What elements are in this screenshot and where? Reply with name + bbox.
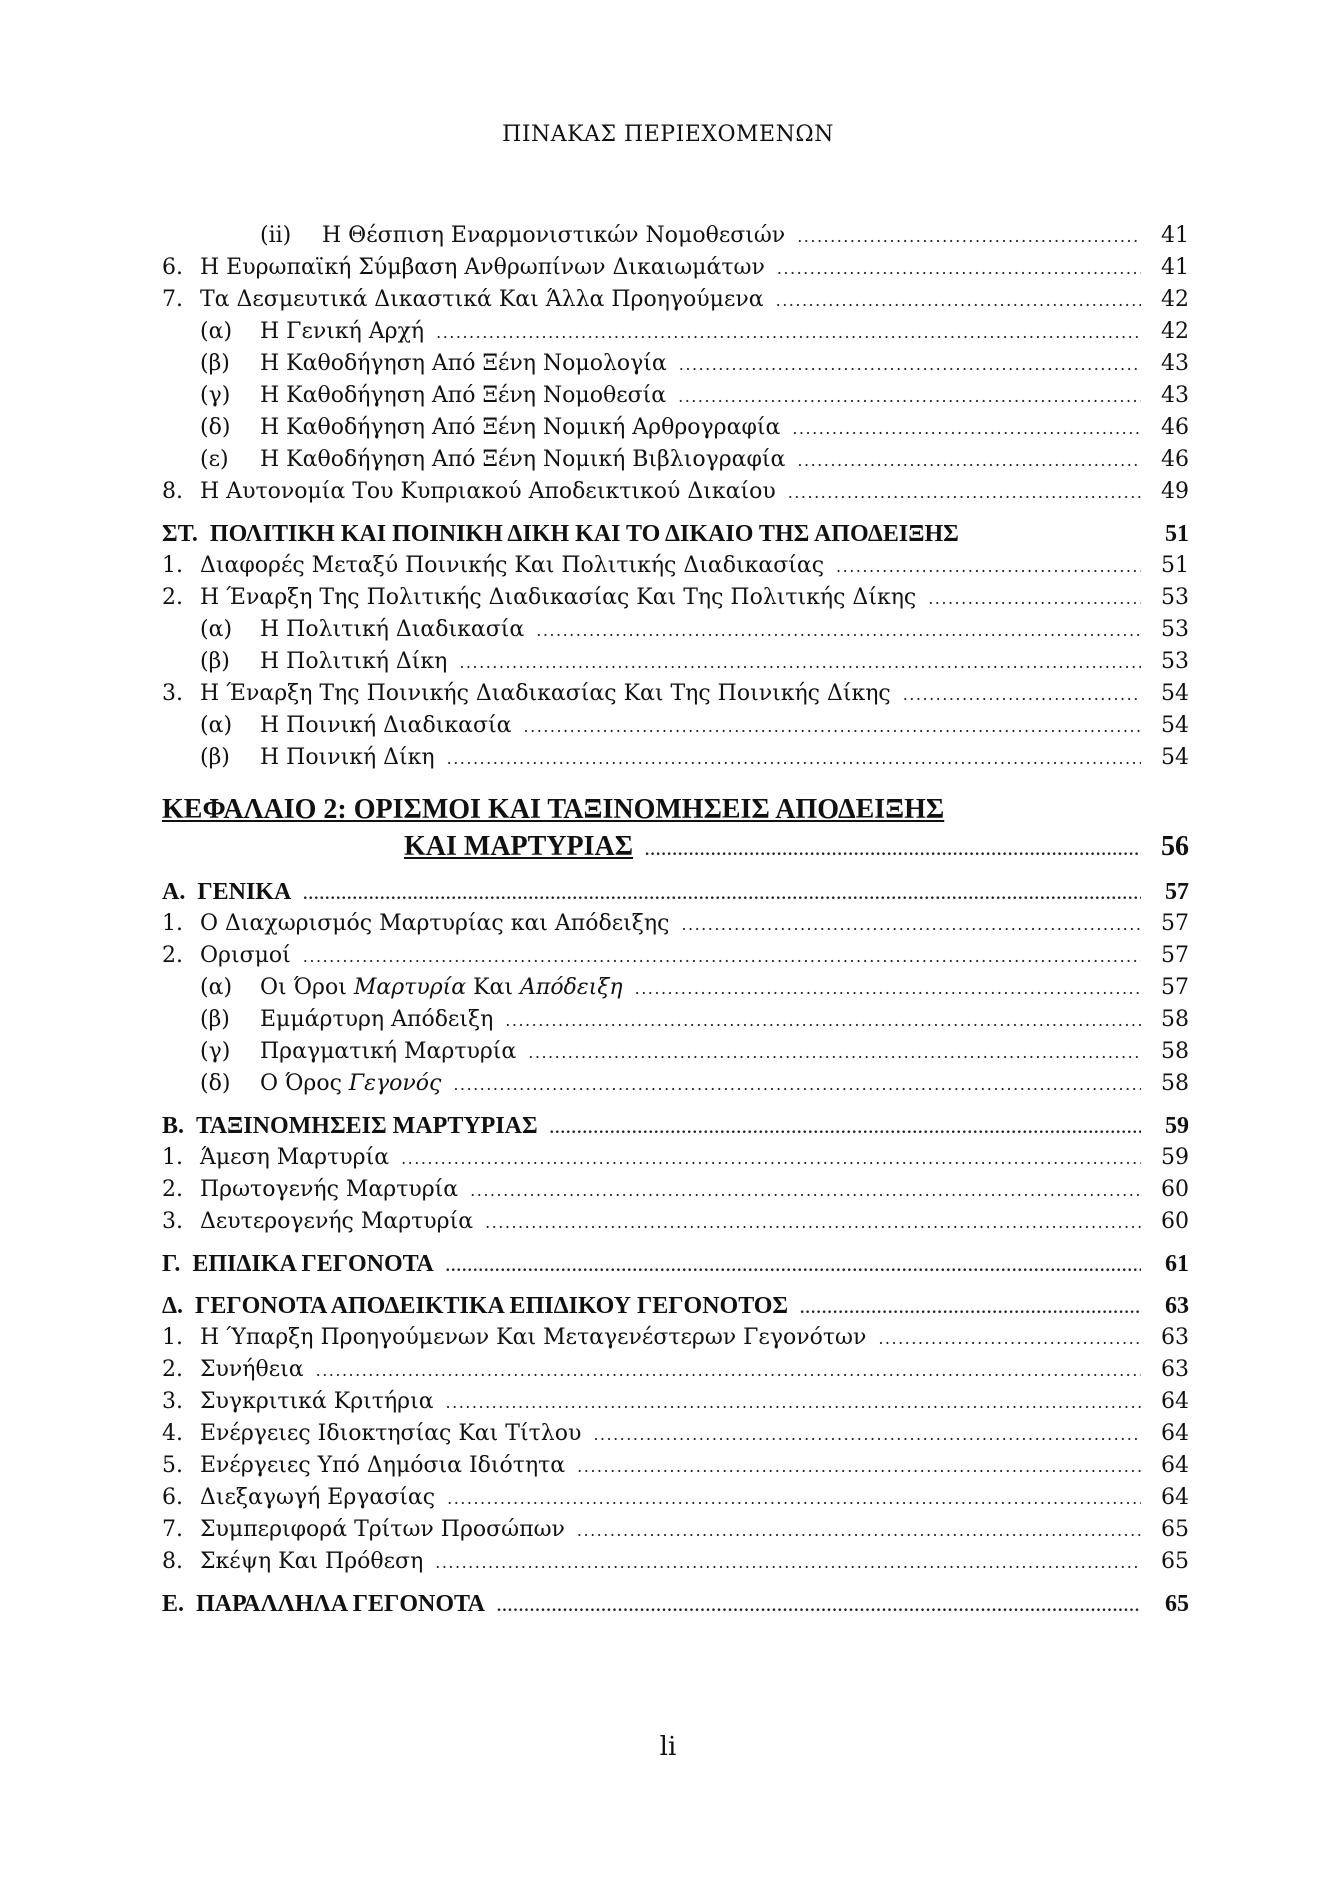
toc-entry (162, 1514, 1189, 1546)
entry-page: 58 (1161, 1039, 1189, 1064)
toc-entry (162, 710, 1189, 742)
entry-title: Η Πολιτική Διαδικασία (260, 617, 525, 642)
section-title: ΓΕΝΙΚΑ (197, 879, 292, 905)
entry-number: 2. (162, 943, 183, 968)
section-page: 51 (1165, 521, 1189, 547)
entry-number: 1. (162, 1325, 183, 1350)
dot-leader (797, 221, 1141, 253)
dot-leader (878, 1323, 1141, 1355)
section-letter: Γ. (162, 1251, 181, 1277)
entry-number: (δ) (200, 415, 231, 440)
entry-title: Η Αυτονομία Του Κυπριακού Αποδεικτικού Δικαίου (200, 479, 776, 504)
toc-section-heading (162, 518, 1189, 550)
entry-page: 57 (1161, 975, 1189, 1000)
dot-leader (593, 1419, 1141, 1451)
entry-number: 1. (162, 553, 183, 578)
toc-section-heading (162, 876, 1189, 908)
title-term: Μαρτυρία (353, 975, 467, 1000)
entry-number: (α) (200, 713, 233, 738)
entry-number: 1. (162, 1145, 183, 1170)
entry-title: Ενέργειες Υπό Δημόσια Ιδιότητα (200, 1453, 566, 1478)
dot-leader (903, 679, 1141, 711)
toc-entry (162, 550, 1189, 582)
toc-entry (162, 1068, 1189, 1100)
dot-leader (446, 1251, 1141, 1283)
entry-page: 53 (1161, 617, 1189, 642)
entry-page: 41 (1161, 255, 1189, 280)
entry-number: 3. (162, 1389, 183, 1414)
entry-number: 3. (162, 1209, 183, 1234)
entry-title: Συμπεριφορά Τρίτων Προσώπων (200, 1517, 565, 1542)
dot-leader (797, 445, 1141, 477)
dot-leader (788, 477, 1141, 509)
entry-page: 58 (1161, 1071, 1189, 1096)
entry-number: (α) (200, 975, 233, 1000)
dot-leader (446, 1387, 1141, 1419)
section-page: 65 (1165, 1591, 1189, 1617)
entry-number: 1. (162, 911, 183, 936)
entry-page: 59 (1161, 1145, 1189, 1170)
entry-page: 54 (1161, 745, 1189, 770)
toc-entry (162, 742, 1189, 774)
section-title: ΓΕΓΟΝΟΤΑ ΑΠΟΔΕΙΚΤΙΚΑ ΕΠΙΔΙΚΟΥ ΓΕΓΟΝΟΤΟΣ (195, 1293, 789, 1319)
entry-title: Συγκριτικά Κριτήρια (200, 1389, 434, 1414)
section-letter: Β. (162, 1113, 185, 1139)
dot-leader (303, 879, 1141, 911)
entry-page: 43 (1161, 383, 1189, 408)
toc-entry (162, 1450, 1189, 1482)
title-text: Οι Όροι (260, 975, 354, 1000)
toc-entry (162, 1354, 1189, 1386)
page-number: li (659, 1732, 677, 1762)
toc-entry (162, 348, 1189, 380)
entry-title: Πρωτογενής Μαρτυρία (200, 1177, 459, 1202)
toc-entry (162, 476, 1189, 508)
entry-title: Άμεση Μαρτυρία (200, 1145, 390, 1170)
entry-number: 6. (162, 1485, 183, 1510)
entry-number: 8. (162, 479, 183, 504)
dot-leader (447, 743, 1141, 775)
entry-page: 57 (1161, 943, 1189, 968)
title-text: Ο Όρος (260, 1071, 349, 1096)
entry-page: 63 (1161, 1357, 1189, 1382)
entry-page: 54 (1161, 713, 1189, 738)
entry-number: 7. (162, 287, 183, 312)
section-letter: Ε. (162, 1591, 185, 1617)
entry-number: 2. (162, 1177, 183, 1202)
dot-leader (470, 1175, 1141, 1207)
dot-leader (524, 711, 1141, 743)
entry-title: Πραγματική Μαρτυρία (260, 1039, 517, 1064)
dot-leader (505, 1005, 1141, 1037)
section-page: 63 (1165, 1293, 1189, 1319)
toc-entry (162, 940, 1189, 972)
entry-page: 41 (1161, 223, 1189, 248)
dot-leader (435, 1547, 1141, 1579)
entry-title: Η Καθοδήγηση Από Ξένη Νομοθεσία (260, 383, 667, 408)
entry-number: 2. (162, 1357, 183, 1382)
toc-entry (162, 380, 1189, 412)
dot-leader (645, 832, 1141, 870)
dot-leader (550, 1113, 1141, 1145)
toc-entry (162, 412, 1189, 444)
entry-page: 46 (1161, 447, 1189, 472)
entry-title: Δευτερογενής Μαρτυρία (200, 1209, 474, 1234)
entry-title (260, 972, 623, 1004)
entry-title: Η Θέσπιση Εναρμονιστικών Νομοθεσιών (322, 223, 786, 248)
entry-title: Διαφορές Μεταξύ Ποινικής Και Πολιτικής Διαδικασίας (200, 553, 825, 578)
entry-title: Η Έναρξη Της Ποινικής Διαδικασίας Και Της Ποινικής Δίκης (200, 681, 891, 706)
toc-entry (162, 444, 1189, 476)
dot-leader (459, 647, 1141, 679)
entry-title: Η Ευρωπαϊκή Σύμβαση Ανθρωπίνων Δικαιωμάτων (200, 255, 765, 280)
entry-title: Ενέργειες Ιδιοκτησίας Και Τίτλου (200, 1421, 582, 1446)
dot-leader (436, 317, 1141, 349)
toc-section-heading (162, 1290, 1189, 1322)
section-letter: ΣΤ. (162, 521, 198, 547)
entry-page: 64 (1161, 1453, 1189, 1478)
entry-number: (β) (200, 649, 230, 674)
entry-number: (α) (200, 617, 233, 642)
toc-entry (162, 1036, 1189, 1068)
entry-page: 43 (1161, 351, 1189, 376)
dot-leader (485, 1207, 1141, 1239)
entry-page: 65 (1161, 1517, 1189, 1542)
dot-leader (447, 1483, 1141, 1515)
toc-entry (162, 1174, 1189, 1206)
entry-page: 64 (1161, 1485, 1189, 1510)
entry-title: Η Ποινική Διαδικασία (260, 713, 512, 738)
toc-entry (162, 284, 1189, 316)
entry-number: (γ) (200, 1039, 231, 1064)
entry-title: Διεξαγωγή Εργασίας (200, 1485, 436, 1510)
entry-title: Η Έναρξη Της Πολιτικής Διαδικασίας Και Της Πολιτικής Δίκης (200, 585, 917, 610)
toc-entry (162, 1418, 1189, 1450)
toc-entry (162, 908, 1189, 940)
entry-title: Η Πολιτική Δίκη (260, 649, 448, 674)
entry-number: (β) (200, 351, 230, 376)
title-text: Και (466, 975, 521, 1000)
section-title: ΤΑΞΙΝΟΜΗΣΕΙΣ ΜΑΡΤΥΡΙΑΣ (196, 1113, 538, 1139)
entry-page: 42 (1161, 287, 1189, 312)
chapter-title-line2: ΚΑΙ ΜΑΡΤΥΡΙΑΣ (404, 831, 634, 862)
toc-section-heading (162, 1248, 1189, 1280)
entry-number: (ε) (200, 447, 229, 472)
toc-entry (162, 1322, 1189, 1354)
entry-number: (γ) (200, 383, 231, 408)
entry-page: 60 (1161, 1177, 1189, 1202)
section-letter: Δ. (162, 1293, 184, 1319)
entry-title: Συνήθεια (200, 1357, 304, 1382)
section-title: ΠΟΛΙΤΙΚΗ ΚΑΙ ΠΟΙΝΙΚΗ ΔΙΚΗ ΚΑΙ ΤΟ ΔΙΚΑΙΟ ΤΗΣ ΑΠΟΔΕΙΞΗΣ (209, 521, 959, 547)
entry-number: (β) (200, 1007, 230, 1032)
entry-title: Η Ύπαρξη Προηγούμενων Και Μεταγενέστερων Γεγονότων (200, 1325, 867, 1350)
dot-leader (497, 1591, 1141, 1623)
entry-page: 64 (1161, 1389, 1189, 1414)
dot-leader (928, 583, 1141, 615)
toc-entry (162, 1546, 1189, 1578)
dot-leader (316, 1355, 1141, 1387)
entry-title: Η Ποινική Δίκη (260, 745, 435, 770)
entry-page: 51 (1161, 553, 1189, 578)
dot-leader (577, 1515, 1141, 1547)
section-title: ΕΠΙΔΙΚΑ ΓΕΓΟΝΟΤΑ (192, 1251, 434, 1277)
entry-page: 49 (1161, 479, 1189, 504)
dot-leader (679, 349, 1141, 381)
toc-entry (162, 646, 1189, 678)
entry-page: 65 (1161, 1549, 1189, 1574)
entry-page: 46 (1161, 415, 1189, 440)
entry-number: 8. (162, 1549, 183, 1574)
entry-number: (δ) (200, 1071, 231, 1096)
toc-entry (162, 252, 1189, 284)
toc-entry (162, 1206, 1189, 1238)
dot-leader (528, 1037, 1141, 1069)
entry-page: 63 (1161, 1325, 1189, 1350)
section-title: ΠΑΡΑΛΛΗΛΑ ΓΕΓΟΝΟΤΑ (196, 1591, 485, 1617)
section-letter: Α. (162, 879, 186, 905)
dot-leader (635, 973, 1141, 1005)
toc-entry (162, 1482, 1189, 1514)
toc-entry (162, 220, 1189, 252)
page-header: ΠΙΝΑΚΑΣ ΠΕΡΙΕΧΟΜΕΝΩΝ (502, 122, 834, 147)
dot-leader (536, 615, 1141, 647)
section-page: 57 (1165, 879, 1189, 905)
entry-page: 53 (1161, 649, 1189, 674)
dot-leader (800, 1293, 1141, 1325)
entry-number: 2. (162, 585, 183, 610)
entry-title: Ο Διαχωρισμός Μαρτυρίας και Απόδειξης (200, 911, 670, 936)
section-page: 59 (1165, 1113, 1189, 1139)
title-term: Απόδειξη (520, 975, 623, 1000)
entry-title: Τα Δεσμευτικά Δικαστικά Και Άλλα Προηγούμενα (200, 287, 764, 312)
entry-title: Η Καθοδήγηση Από Ξένη Νομική Αρθρογραφία (260, 415, 781, 440)
dot-leader (776, 285, 1141, 317)
dot-leader (681, 909, 1141, 941)
entry-page: 60 (1161, 1209, 1189, 1234)
entry-number: (ii) (260, 223, 292, 248)
entry-number: 3. (162, 681, 183, 706)
chapter-page: 56 (1161, 831, 1189, 862)
title-term: Γεγονός (348, 1071, 442, 1096)
chapter-title-entry (162, 828, 1189, 866)
entry-number: (β) (200, 745, 230, 770)
dot-leader (678, 381, 1141, 413)
entry-number: 5. (162, 1453, 183, 1478)
toc-section-heading (162, 1588, 1189, 1620)
toc-entry (162, 1004, 1189, 1036)
toc-entry (162, 316, 1189, 348)
entry-page: 54 (1161, 681, 1189, 706)
entry-title: Ορισμοί (200, 943, 291, 968)
entry-title: Σκέψη Και Πρόθεση (200, 1549, 424, 1574)
entry-title: Η Καθοδήγηση Από Ξένη Νομική Βιβλιογραφία (260, 447, 786, 472)
entry-page: 58 (1161, 1007, 1189, 1032)
dot-leader (401, 1143, 1141, 1175)
entry-page: 57 (1161, 911, 1189, 936)
entry-title: Η Καθοδήγηση Από Ξένη Νομολογία (260, 351, 667, 376)
entry-title (260, 1068, 441, 1100)
toc-entry (162, 582, 1189, 614)
entry-number: 4. (162, 1421, 183, 1446)
dot-leader (303, 941, 1141, 973)
dot-leader (777, 253, 1141, 285)
entry-page: 42 (1161, 319, 1189, 344)
entry-page: 53 (1161, 585, 1189, 610)
chapter-title-line1: ΚΕΦΑΛΑΙΟ 2: ΟΡΙΣΜΟΙ ΚΑΙ ΤΑΞΙΝΟΜΗΣΕΙΣ ΑΠΟΔΕΙΞΗΣ (162, 794, 945, 825)
entry-number: 7. (162, 1517, 183, 1542)
toc-entry (162, 1386, 1189, 1418)
table-of-contents (162, 220, 1189, 1620)
toc-entry (162, 972, 1189, 1004)
dot-leader (453, 1069, 1141, 1101)
entry-title: Εμμάρτυρη Απόδειξη (260, 1007, 494, 1032)
toc-section-heading (162, 1110, 1189, 1142)
entry-number: 6. (162, 255, 183, 280)
entry-title: Η Γενική Αρχή (260, 319, 425, 344)
dot-leader (792, 413, 1141, 445)
entry-number: (α) (200, 319, 233, 344)
dot-leader (836, 551, 1141, 583)
toc-entry (162, 614, 1189, 646)
toc-entry (162, 678, 1189, 710)
dot-leader (577, 1451, 1141, 1483)
entry-page: 64 (1161, 1421, 1189, 1446)
toc-entry (162, 1142, 1189, 1174)
section-page: 61 (1165, 1251, 1189, 1277)
